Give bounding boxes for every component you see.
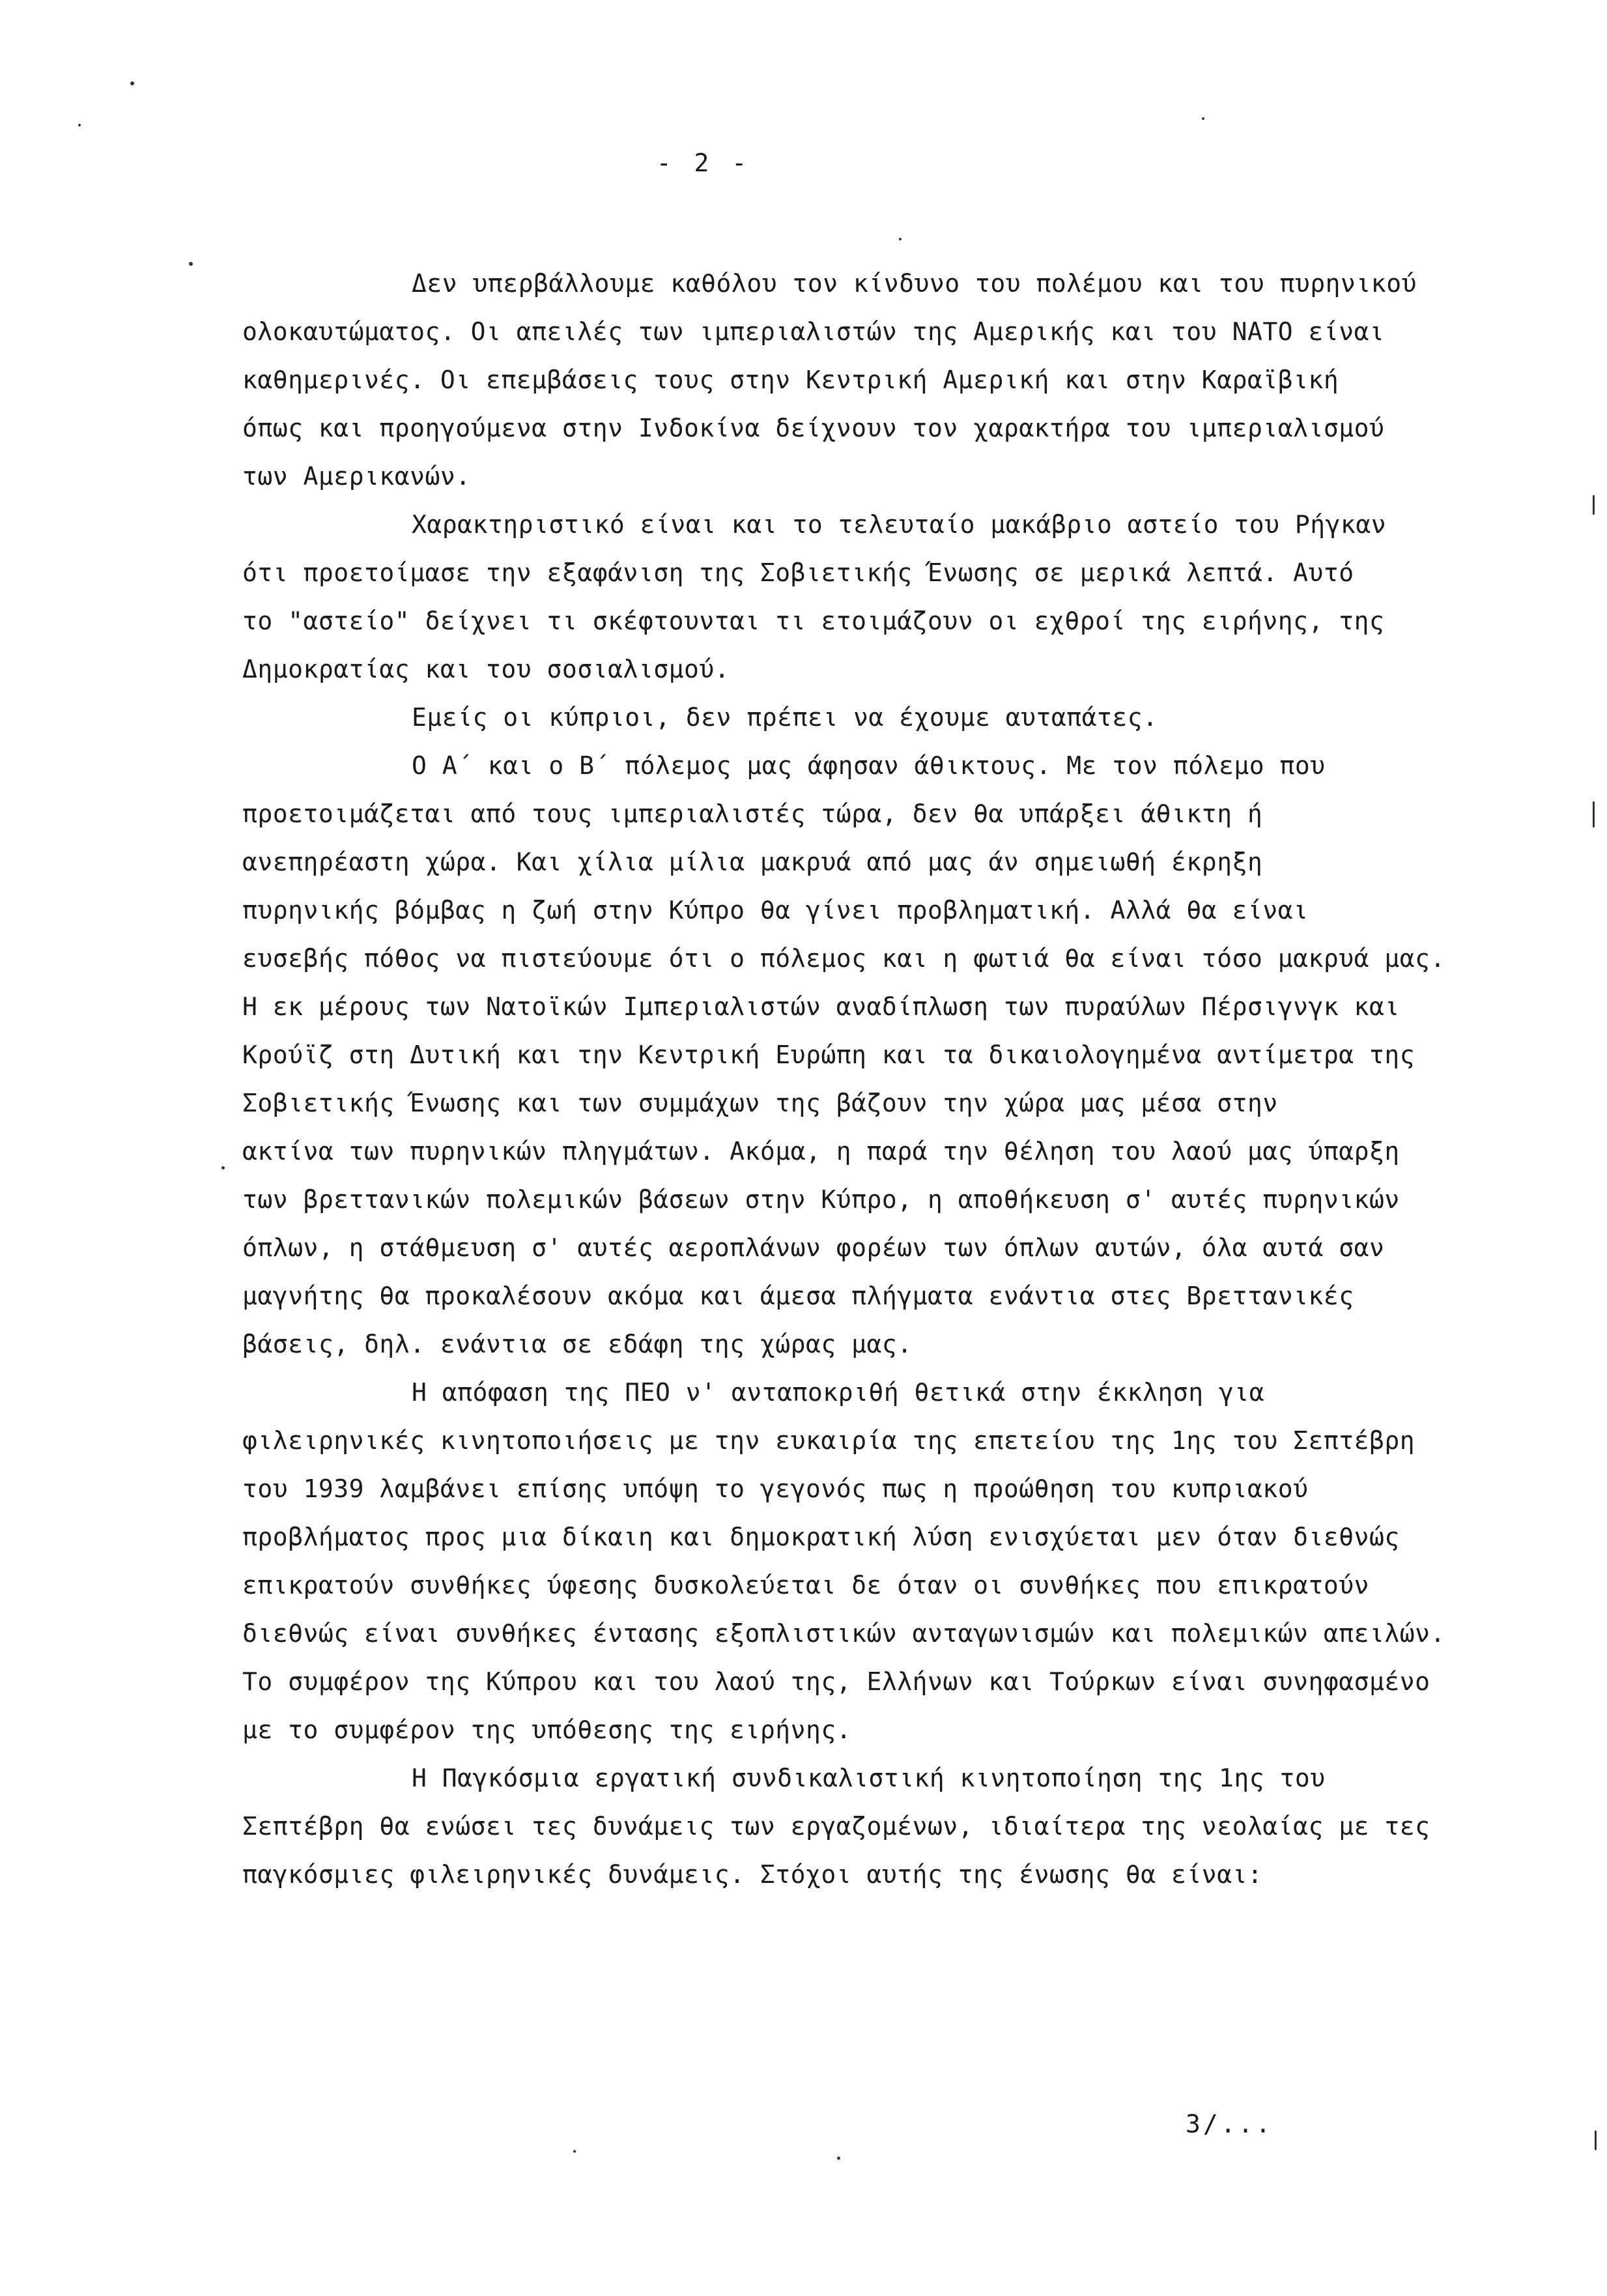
text-line: καθημερινές. Οι επεμβάσεις τους στην Κεντρική Αμερική και στην Καραϊβική	[242, 366, 1339, 394]
text-line: Χαρακτηριστικό είναι και το τελευταίο μακάβριο αστείο του Ρήγκαν	[412, 510, 1387, 539]
scan-speck	[189, 262, 193, 266]
text-line: πυρηνικής βόμβας η ζωή στην Κύπρο θα γίνει προβληματική. Αλλά θα είναι	[242, 896, 1309, 925]
scan-speck	[78, 124, 81, 126]
text-line: ευσεβής πόθος να πιστεύουμε ότι ο πόλεμος και η φωτιά θα είναι τόσο μακρυά μας.	[242, 944, 1445, 973]
paragraph	[242, 259, 1552, 500]
text-line: διεθνώς είναι συνθήκες έντασης εξοπλιστικών ανταγωνισμών και πολεμικών απειλών.	[242, 1619, 1445, 1648]
scan-speck	[221, 1166, 225, 1170]
text-line: επικρατούν συνθήκες ύφεσης δυσκολεύεται δε όταν οι συνθήκες που επικρατούν	[242, 1571, 1369, 1600]
document-body	[242, 259, 1552, 1899]
text-line: του 1939 λαμβάνει επίσης υπόψη το γεγονός πως η προώθηση του κυπριακού	[242, 1474, 1309, 1503]
paragraph	[242, 1754, 1552, 1899]
text-line: φιλειρηνικές κινητοποιήσεις με την ευκαιρία της επετείου της 1ης του Σεπτέβρη	[242, 1426, 1415, 1455]
text-line: των Αμερικανών.	[242, 462, 471, 491]
text-line: Η εκ μέρους των Νατοϊκών Ιμπεριαλιστών αναδίπλωση των πυραύλων Πέρσιγνγκ και	[242, 992, 1400, 1021]
scan-speck	[130, 81, 134, 85]
text-line: το "αστείο" δείχνει τι σκέφτουνται τι ετοιμάζουν οι εχθροί της ειρήνης, της	[242, 607, 1385, 635]
text-line: Σεπτέβρη θα ενώσει τες δυνάμεις των εργαζομένων, ιδιαίτερα της νεολαίας με τες	[242, 1812, 1430, 1841]
scan-speck	[1593, 495, 1595, 515]
scan-speck	[899, 238, 902, 240]
scan-speck	[837, 2157, 840, 2160]
text-line: όπλων, η στάθμευση σ' αυτές αεροπλάνων φορέων των όπλων αυτών, όλα αυτά σαν	[242, 1233, 1385, 1262]
text-line: ολοκαυτώματος. Οι απειλές των ιμπεριαλιστών της Αμερικής και του ΝΑΤΟ είναι	[242, 317, 1385, 346]
text-line: Κρούϊζ στη Δυτική και την Κεντρική Ευρώπη και τα δικαιολογημένα αντίμετρα της	[242, 1040, 1415, 1069]
text-line: Δεν υπερβάλλουμε καθόλου τον κίνδυνο του πολέμου και του πυρηνικού	[412, 269, 1417, 298]
text-line: προετοιμάζεται από τους ιμπεριαλιστές τώρα, δεν θα υπάρξει άθικτη ή	[242, 799, 1263, 828]
text-line: Σοβιετικής Ένωσης και των συμμάχων της βάζουν την χώρα μας μέσα στην	[242, 1089, 1278, 1117]
text-line: Εμείς οι κύπριοι, δεν πρέπει να έχουμε αυταπάτες.	[412, 703, 1158, 732]
text-line: Η Παγκόσμια εργατική συνδικαλιστική κινητοποίηση της 1ης του	[412, 1764, 1326, 1792]
text-line: Δημοκρατίας και του σοσιαλισμού.	[242, 655, 730, 683]
text-line: βάσεις, δηλ. ενάντια σε εδάφη της χώρας μας.	[242, 1330, 913, 1358]
continuation-marker: 3/...	[1186, 2110, 1273, 2138]
text-line: ανεπηρέαστη χώρα. Και χίλια μίλια μακρυά από μας άν σημειωθή έκρηξη	[242, 848, 1263, 876]
text-line: Το συμφέρον της Κύπρου και του λαού της, Ελλήνων και Τούρκων είναι συνηφασμένο	[242, 1667, 1430, 1696]
text-line: Η απόφαση της ΠΕΟ ν' ανταποκριθή θετικά στην έκκληση για	[412, 1378, 1265, 1407]
scan-speck	[1593, 801, 1595, 827]
paragraph	[242, 1368, 1552, 1754]
paragraph	[242, 693, 1552, 741]
text-line: Ο Α΄ και ο Β΄ πόλεμος μας άφησαν άθικτους. Με τον πόλεμο που	[412, 751, 1326, 780]
page-number: - 2 -	[656, 149, 751, 177]
text-line: με το συμφέρον της υπόθεσης της ειρήνης.	[242, 1715, 852, 1744]
paragraph	[242, 500, 1552, 693]
text-line: μαγνήτης θα προκαλέσουν ακόμα και άμεσα πλήγματα ενάντια στες Βρεττανικές	[242, 1282, 1354, 1310]
text-line: προβλήματος προς μια δίκαιη και δημοκρατική λύση ενισχύεται μεν όταν διεθνώς	[242, 1523, 1400, 1551]
text-line: ακτίνα των πυρηνικών πληγμάτων. Ακόμα, η παρά την θέληση του λαού μας ύπαρξη	[242, 1137, 1400, 1166]
text-line: παγκόσμιες φιλειρηνικές δυνάμεις. Στόχοι αυτής της ένωσης θα είναι:	[242, 1860, 1263, 1889]
scan-speck	[1595, 2131, 1597, 2150]
scan-speck	[1202, 117, 1204, 120]
paragraph	[242, 741, 1552, 1368]
scan-speck	[573, 2150, 576, 2153]
text-line: των βρεττανικών πολεμικών βάσεων στην Κύπρο, η αποθήκευση σ' αυτές πυρηνικών	[242, 1185, 1400, 1214]
text-line: ότι προετοίμασε την εξαφάνιση της Σοβιετικής Ένωσης σε μερικά λεπτά. Αυτό	[242, 558, 1354, 587]
text-line: όπως και προηγούμενα στην Ινδοκίνα δείχνουν τον χαρακτήρα του ιμπεριαλισμού	[242, 414, 1385, 442]
